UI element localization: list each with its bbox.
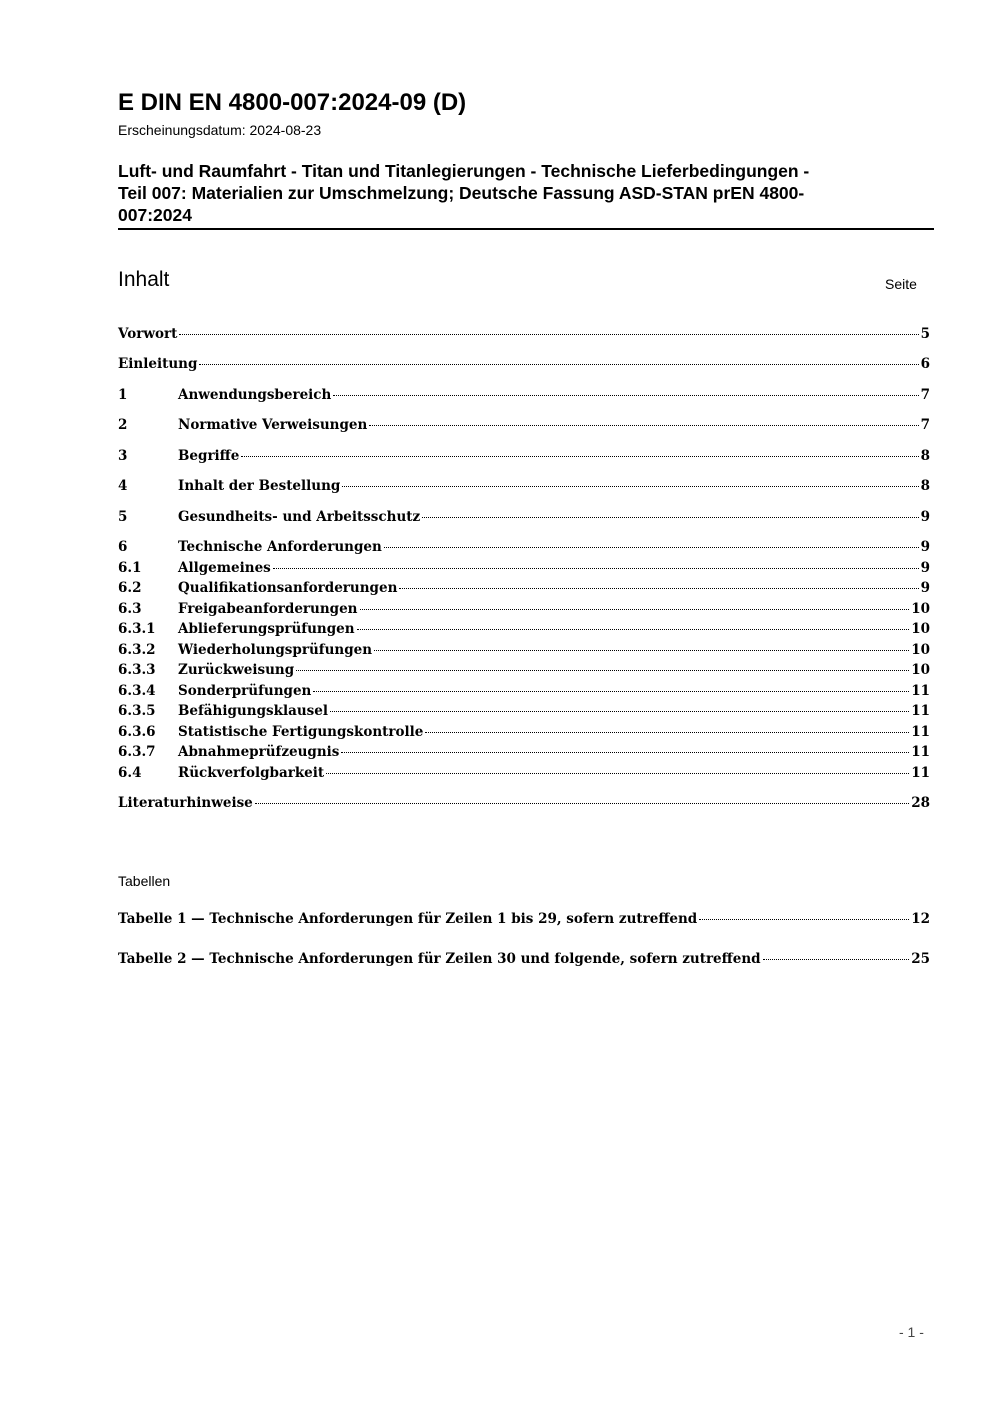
dot-leader (425, 732, 909, 733)
toc-entry-vorwort[interactable] (118, 326, 930, 346)
toc-entry-page: 9 (920, 539, 930, 555)
dot-leader (199, 364, 918, 365)
toc-entry-page: 6 (920, 356, 930, 372)
title-line: Teil 007: Materialien zur Umschmelzung; Deutsche Fassung ASD-STAN prEN 4800- (118, 183, 805, 203)
dot-leader (763, 959, 910, 960)
toc-entry-page: 11 (911, 765, 930, 781)
toc-entry-6[interactable] (118, 539, 930, 559)
toc-entry-page: 11 (911, 703, 930, 719)
toc-entry-number: 6.3.2 (118, 642, 156, 658)
toc-entry-page: 8 (920, 478, 930, 494)
toc-entry-title: Sonderprüfungen (178, 683, 312, 699)
toc-entry-6-2[interactable] (118, 580, 930, 600)
dot-leader (273, 568, 919, 569)
toc-entry-page: 9 (920, 580, 930, 596)
toc-heading: Inhalt (118, 268, 170, 291)
title-line: 007:2024 (118, 205, 192, 225)
table-entry-page: 12 (911, 911, 930, 927)
toc-entry-title: Qualifikationsanforderungen (178, 580, 398, 596)
toc-entry-title: Normative Verweisungen (178, 417, 368, 433)
toc-entry-number: 4 (118, 478, 128, 494)
dot-leader (333, 395, 918, 396)
toc-entry-title: Einleitung (118, 356, 198, 372)
document-id: E DIN EN 4800-007:2024-09 (D) (118, 89, 467, 116)
toc-entry-number: 2 (118, 417, 128, 433)
dot-leader (341, 752, 909, 753)
dot-leader (384, 547, 919, 548)
toc-entry-literaturhinweise[interactable] (118, 795, 930, 815)
toc-entry-title: Ablieferungsprüfungen (178, 621, 355, 637)
title-divider (118, 228, 934, 230)
toc-entry-number: 6.3.3 (118, 662, 156, 678)
toc-entry-6-3-1[interactable] (118, 621, 930, 641)
toc-entry-title: Allgemeines (178, 560, 271, 576)
toc-entry-6-1[interactable] (118, 560, 930, 580)
toc-entry-title: Begriffe (178, 448, 240, 464)
title-line: Luft- und Raumfahrt - Titan und Titanlegierungen - Technische Lieferbedingungen - (118, 161, 810, 181)
toc-entry-number: 6.3.4 (118, 683, 156, 699)
toc-entry-title: Befähigungsklausel (178, 703, 328, 719)
toc-entry-title: Statistische Fertigungskontrolle (178, 724, 424, 740)
toc-entry-number: 6.4 (118, 765, 142, 781)
toc-entry-3[interactable] (118, 448, 930, 468)
toc-entry-title: Vorwort (118, 326, 178, 342)
dot-leader (255, 803, 909, 804)
toc-entry-number: 6 (118, 539, 128, 555)
toc-entry-title: Technische Anforderungen (178, 539, 382, 555)
tables-heading: Tabellen (118, 873, 171, 889)
dot-leader (369, 425, 918, 426)
toc-entry-title: Zurückweisung (178, 662, 295, 678)
toc-entry-number: 3 (118, 448, 128, 464)
toc-entry-page: 7 (920, 387, 930, 403)
toc-entry-title: Abnahmeprüfzeugnis (178, 744, 340, 760)
toc-entry-title: Inhalt der Bestellung (178, 478, 341, 494)
toc-entry-number: 5 (118, 509, 128, 525)
toc-entry-page: 10 (911, 642, 930, 658)
toc-page-column-label: Seite (885, 276, 917, 292)
dot-leader (422, 517, 918, 518)
dot-leader (342, 486, 918, 487)
toc-entry-page: 5 (920, 326, 930, 342)
toc-entry-6-3-6[interactable] (118, 724, 930, 744)
toc-entry-page: 9 (920, 509, 930, 525)
toc-entry-number: 1 (118, 387, 128, 403)
dot-leader (179, 334, 918, 335)
dot-leader (360, 609, 910, 610)
table-entry-title: Tabelle 2 — Technische Anforderungen für Zeilen 30 und folgende, sofern zutreffend (118, 951, 761, 967)
toc-entry-title: Anwendungsbereich (178, 387, 332, 403)
toc-entry-title: Wiederholungsprüfungen (178, 642, 373, 658)
toc-entry-number: 6.3 (118, 601, 142, 617)
toc-entry-number: 6.3.6 (118, 724, 156, 740)
toc-entry-1[interactable] (118, 387, 930, 407)
toc-entry-6-4[interactable] (118, 765, 930, 785)
dot-leader (326, 773, 909, 774)
toc-entry-einleitung[interactable] (118, 356, 930, 376)
dot-leader (399, 588, 918, 589)
toc-entry-5[interactable] (118, 509, 930, 529)
table-entry-title: Tabelle 1 — Technische Anforderungen für Zeilen 1 bis 29, sofern zutreffend (118, 911, 698, 927)
toc-entry-number: 6.3.7 (118, 744, 156, 760)
toc-entry-6-3-4[interactable] (118, 683, 930, 703)
publication-date: Erscheinungsdatum: 2024-08-23 (118, 122, 322, 138)
toc-entry-page: 11 (911, 744, 930, 760)
toc-entry-2[interactable] (118, 417, 930, 437)
toc-entry-page: 10 (911, 601, 930, 617)
table-entry-page: 25 (911, 951, 930, 967)
dot-leader (241, 456, 918, 457)
toc-entry-page: 8 (920, 448, 930, 464)
dot-leader (357, 629, 910, 630)
toc-entry-6-3-2[interactable] (118, 642, 930, 662)
dot-leader (699, 919, 909, 920)
toc-entry-page: 10 (911, 621, 930, 637)
toc-entry-6-3-7[interactable] (118, 744, 930, 764)
toc-entry-number: 6.1 (118, 560, 142, 576)
toc-entry-number: 6.2 (118, 580, 142, 596)
toc-entry-6-3-3[interactable] (118, 662, 930, 682)
toc-entry-title: Freigabeanforderungen (178, 601, 358, 617)
toc-entry-6-3[interactable] (118, 601, 930, 621)
table-entry-2[interactable] (118, 951, 930, 971)
toc-entry-title: Rückverfolgbarkeit (178, 765, 325, 781)
dot-leader (330, 711, 909, 712)
toc-entry-title: Literaturhinweise (118, 795, 253, 811)
toc-entry-page: 11 (911, 683, 930, 699)
table-entry-1[interactable] (118, 911, 930, 931)
dot-leader (374, 650, 909, 651)
document-title (118, 160, 934, 226)
page-number: - 1 - (899, 1324, 924, 1340)
dot-leader (313, 691, 909, 692)
toc-entry-page: 11 (911, 724, 930, 740)
toc-entry-page: 10 (911, 662, 930, 678)
toc-entry-page: 7 (920, 417, 930, 433)
dot-leader (296, 670, 909, 671)
toc-entry-number: 6.3.5 (118, 703, 156, 719)
toc-entry-page: 9 (920, 560, 930, 576)
toc-entry-6-3-5[interactable] (118, 703, 930, 723)
toc-entry-4[interactable] (118, 478, 930, 498)
toc-entry-number: 6.3.1 (118, 621, 156, 637)
toc-entry-page: 28 (911, 795, 930, 811)
toc-entry-title: Gesundheits- und Arbeitsschutz (178, 509, 421, 525)
